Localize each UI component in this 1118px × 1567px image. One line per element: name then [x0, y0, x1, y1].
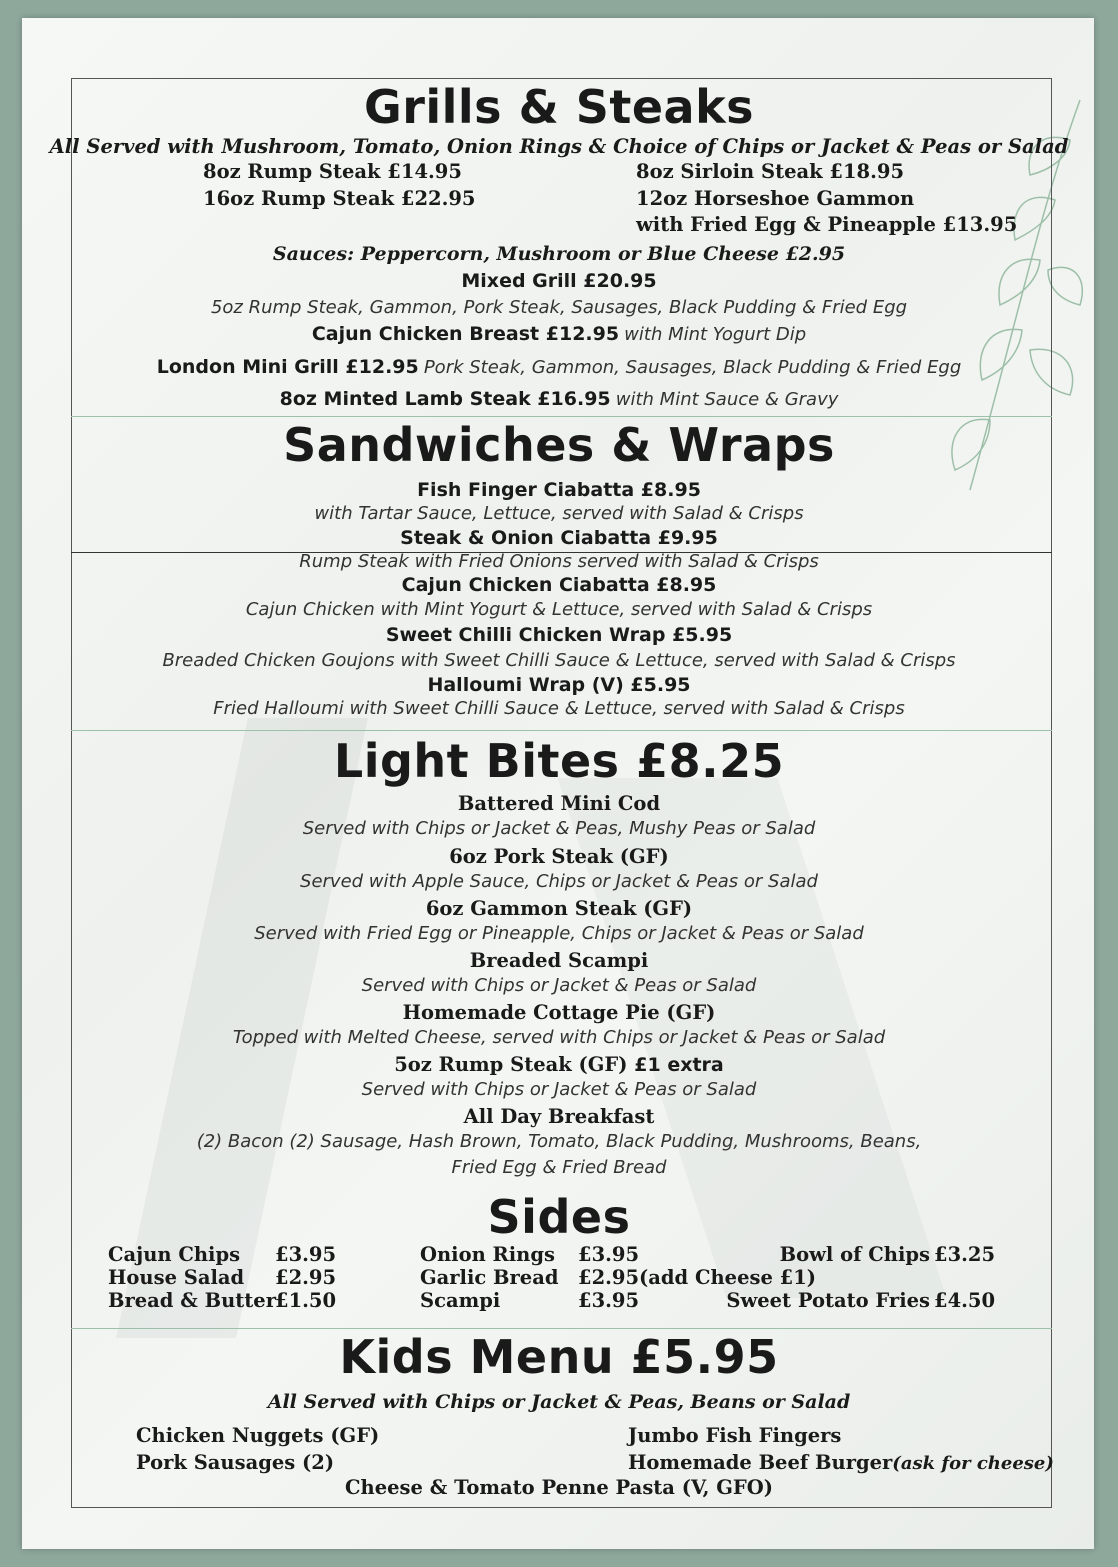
menu-item-desc: Served with Chips or Jacket & Peas or Salad	[361, 975, 757, 996]
menu-item-name: Homemade Cottage Pie (GF)	[402, 1001, 716, 1024]
kids-burger	[628, 1451, 1054, 1474]
gammon-line1: 12oz Horseshoe Gammon	[636, 187, 915, 210]
menu-item-desc: Served with Chips or Jacket & Peas, Mushy Peas or Salad	[302, 818, 816, 839]
menu-item-name: Steak & Onion Ciabatta £9.95	[400, 527, 718, 549]
london-mini-grill-name: London Mini Grill £12.95	[156, 356, 419, 378]
cajun-chicken-desc: with Mint Yogurt Dip	[624, 324, 807, 345]
side-price: £4.50	[934, 1289, 996, 1312]
menu-item-name: Breaded Scampi	[469, 949, 649, 972]
side-name: Scampi	[420, 1289, 501, 1312]
side-price: £1.50	[275, 1289, 337, 1312]
kids-item: Pork Sausages (2)	[136, 1451, 335, 1474]
sandwiches-title: Sandwiches & Wraps	[283, 418, 835, 472]
extra-charge: £1 extra	[634, 1054, 724, 1076]
minted-lamb	[0, 388, 1118, 410]
minted-lamb-name: 8oz Minted Lamb Steak £16.95	[279, 388, 611, 410]
section-divider	[71, 730, 1052, 731]
kids-title: Kids Menu £5.95	[339, 1330, 779, 1384]
side-price: £2.95(add Cheese £1)	[578, 1266, 817, 1289]
side-price: £3.95	[275, 1243, 337, 1266]
menu-item-desc: Cajun Chicken with Mint Yogurt & Lettuce, served with Salad & Crisps	[245, 599, 873, 620]
sirloin: 8oz Sirloin Steak £18.95	[636, 160, 905, 183]
menu-item-desc: Rump Steak with Fried Onions served with Salad & Crisps	[299, 551, 819, 572]
menu-item-name: Halloumi Wrap (V) £5.95	[427, 674, 691, 696]
menu-item-desc: Breaded Chicken Goujons with Sweet Chilli Sauce & Lettuce, served with Salad & Crisps	[162, 650, 956, 671]
side-price: £3.25	[934, 1243, 996, 1266]
rump-16oz: 16oz Rump Steak £22.95	[203, 187, 476, 210]
mixed-grill-desc: 5oz Rump Steak, Gammon, Pork Steak, Sausages, Black Pudding & Fried Egg	[210, 297, 908, 318]
menu-item-name: 6oz Gammon Steak (GF)	[425, 897, 693, 920]
section-divider	[71, 416, 1052, 417]
london-mini-grill-desc: Pork Steak, Gammon, Sausages, Black Pudding & Fried Egg	[423, 357, 962, 378]
kids-item: Cheese & Tomato Penne Pasta (V, GFO)	[345, 1476, 773, 1499]
sauces: Sauces: Peppercorn, Mushroom or Blue Cheese £2.95	[272, 243, 846, 265]
side-name: Bread & Butter	[108, 1289, 276, 1312]
menu-item-desc: Served with Apple Sauce, Chips or Jacket & Peas or Salad	[300, 871, 818, 892]
section-divider	[71, 1328, 1052, 1329]
side-name: Sweet Potato Fries	[726, 1289, 930, 1312]
rump-8oz: 8oz Rump Steak £14.95	[203, 160, 462, 183]
kids-subtitle: All Served with Chips or Jacket & Peas, Beans or Salad	[267, 1391, 851, 1413]
menu-item-name: Fish Finger Ciabatta £8.95	[417, 479, 701, 501]
kids-item: Chicken Nuggets (GF)	[136, 1424, 380, 1447]
menu-item-desc: Fried Halloumi with Sweet Chilli Sauce & Lettuce, served with Salad & Crisps	[213, 698, 905, 719]
menu-item-name: All Day Breakfast	[463, 1105, 655, 1128]
kids-burger-note: (ask for cheese)	[892, 1453, 1054, 1474]
menu-item-desc: (2) Bacon (2) Sausage, Hash Brown, Tomato, Black Pudding, Mushrooms, Beans,	[196, 1131, 922, 1152]
kids-item: Jumbo Fish Fingers	[628, 1424, 842, 1447]
menu-item-desc: Fried Egg & Fried Bread	[451, 1157, 667, 1178]
side-name: House Salad	[108, 1266, 245, 1289]
light-bites-title: Light Bites £8.25	[333, 734, 785, 788]
menu-item-name: Battered Mini Cod	[457, 792, 661, 815]
rump-steak-light	[0, 1053, 1118, 1076]
side-name: Onion Rings	[420, 1243, 555, 1266]
menu-item-name: 5oz Rump Steak (GF)	[394, 1053, 635, 1076]
sides-title: Sides	[487, 1190, 631, 1244]
menu-item-desc: Served with Chips or Jacket & Peas or Salad	[361, 1079, 757, 1100]
gammon-line2: with Fried Egg & Pineapple £13.95	[636, 213, 1018, 236]
menu-item-desc: Served with Fried Egg or Pineapple, Chips or Jacket & Peas or Salad	[254, 923, 864, 944]
menu-item-name: Sweet Chilli Chicken Wrap £5.95	[385, 624, 733, 646]
side-name: Bowl of Chips	[779, 1243, 930, 1266]
cajun-chicken-breast	[0, 323, 1118, 345]
side-name: Garlic Bread	[420, 1266, 559, 1289]
grills-subtitle: All Served with Mushroom, Tomato, Onion Rings & Choice of Chips or Jacket & Peas or Salad	[49, 135, 1069, 158]
side-name: Cajun Chips	[108, 1243, 241, 1266]
london-mini-grill	[0, 356, 1118, 378]
menu-item-desc: Topped with Melted Cheese, served with Chips or Jacket & Peas or Salad	[232, 1027, 886, 1048]
side-price: £3.95	[578, 1243, 640, 1266]
grills-title: Grills & Steaks	[363, 80, 755, 134]
side-price: £3.95	[578, 1289, 640, 1312]
mixed-grill: Mixed Grill £20.95	[461, 270, 657, 292]
minted-lamb-desc: with Mint Sauce & Gravy	[615, 389, 839, 410]
menu-item-name: Cajun Chicken Ciabatta £8.95	[401, 574, 717, 596]
menu-item-name: 6oz Pork Steak (GF)	[449, 845, 669, 868]
cajun-chicken-name: Cajun Chicken Breast £12.95	[311, 323, 620, 345]
side-price: £2.95	[275, 1266, 337, 1289]
menu-item-desc: with Tartar Sauce, Lettuce, served with Salad & Crisps	[314, 503, 804, 524]
kids-item: Homemade Beef Burger	[628, 1451, 893, 1474]
